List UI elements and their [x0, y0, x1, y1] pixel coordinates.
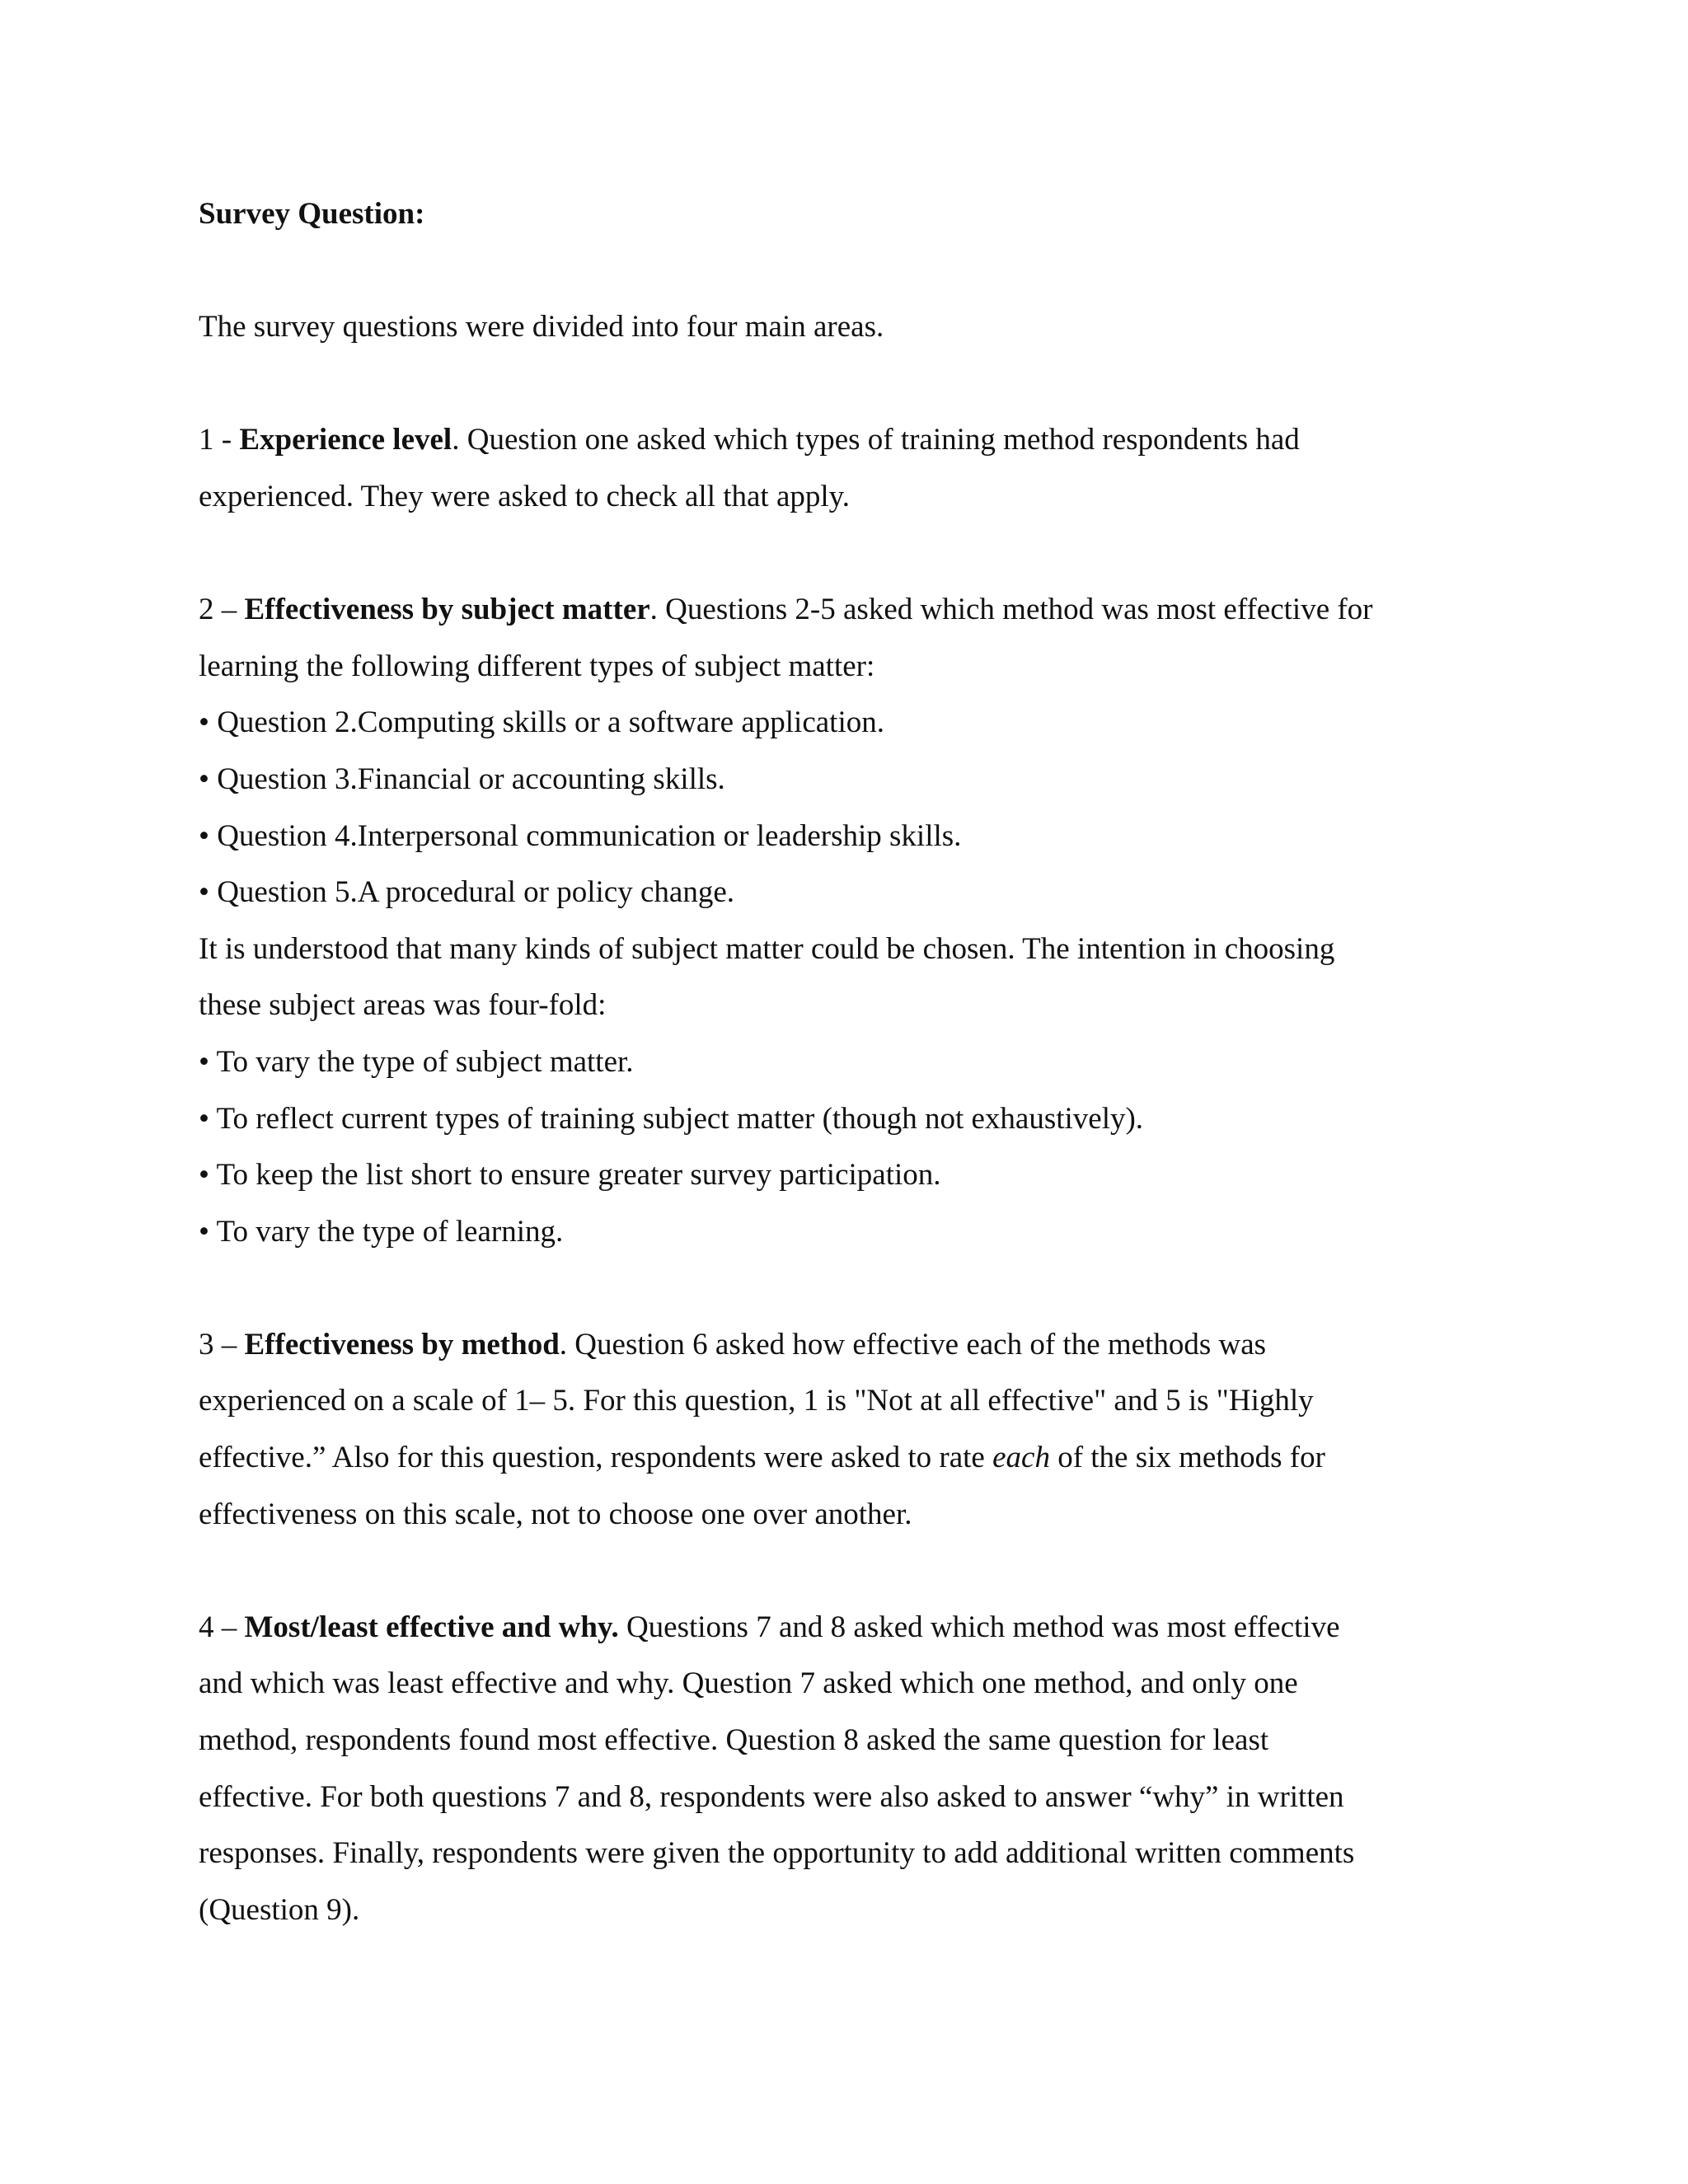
- section-4-line-5: responses. Finally, respondents were given the opportunity to add additional written comments: [199, 1836, 1355, 1871]
- list-item-question-2: • Question 2.Computing skills or a software application.: [199, 705, 884, 740]
- emphasis-each: each: [992, 1441, 1050, 1475]
- section-4-line-2: and which was least effective and why. Question 7 asked which one method, and only one: [199, 1666, 1298, 1701]
- section-4: [199, 1600, 1501, 1939]
- section-4-line-3: method, respondents found most effective. Question 8 asked the same question for least: [199, 1723, 1269, 1758]
- section-4-line-4: effective. For both questions 7 and 8, respondents were also asked to answer “why” in written: [199, 1779, 1344, 1814]
- section-1-line-2: experienced. They were asked to check all that apply.: [199, 479, 851, 513]
- section-2-number: 2 –: [199, 593, 245, 627]
- section-4-title: Most/least effective and why.: [244, 1610, 619, 1644]
- section-2-paragraph-line-1: It is understood that many kinds of subject matter could be chosen. The intention in choosing: [199, 931, 1335, 966]
- section-2-paragraph-line-2: these subject areas was four-fold:: [199, 988, 607, 1023]
- list-item-purpose-1: • To vary the type of subject matter.: [199, 1044, 634, 1079]
- intro-paragraph: The survey questions were divided into four main areas.: [199, 310, 884, 344]
- section-1-title: Experience level: [239, 423, 452, 457]
- section-4-line-1: [199, 1600, 1501, 1657]
- section-2-line-1: [199, 582, 1501, 639]
- section-4-number: 4 –: [199, 1610, 245, 1644]
- section-1-line-1: [199, 412, 1501, 469]
- section-1-number: 1 -: [199, 423, 240, 457]
- list-item-question-5: • Question 5.A procedural or policy change.: [199, 875, 734, 910]
- list-item-question-3: • Question 3.Financial or accounting skills.: [199, 762, 725, 796]
- section-3-number: 3 –: [199, 1327, 245, 1361]
- section-3-line-2: experienced on a scale of 1– 5. For this question, 1 is "Not at all effective" and 5 is "Highly: [199, 1384, 1314, 1418]
- list-item-question-4: • Question 4.Interpersonal communication or leadership skills.: [199, 818, 962, 853]
- section-3-line-4: effectiveness on this scale, not to choose one over another.: [199, 1497, 912, 1531]
- list-item-purpose-2: • To reflect current types of training subject matter (though not exhaustively).: [199, 1101, 1144, 1136]
- section-4-line-6: (Question 9).: [199, 1892, 360, 1927]
- spacer: [199, 526, 1501, 583]
- section-3-line-1: [199, 1317, 1501, 1374]
- section-2-title: Effectiveness by subject matter: [244, 593, 650, 627]
- section-3-line-3: [199, 1430, 1501, 1487]
- text-column: [199, 186, 1501, 1938]
- section-3-title: Effectiveness by method: [244, 1327, 560, 1361]
- list-item-purpose-3: • To keep the list short to ensure greater survey participation.: [199, 1158, 941, 1193]
- section-3-line-3-start: effective.” Also for this question, respondents were asked to rate: [199, 1441, 993, 1475]
- spacer: [199, 1260, 1501, 1317]
- section-3-line-3-end: of the six methods for: [1049, 1441, 1325, 1475]
- page-heading: Survey Question:: [199, 197, 425, 231]
- list-item-purpose-4: • To vary the type of learning.: [199, 1214, 564, 1249]
- section-3: [199, 1317, 1501, 1543]
- section-3-text: . Question 6 asked how effective each of the methods was: [559, 1327, 1267, 1361]
- section-2-line-2: learning the following different types of subject matter:: [199, 649, 875, 683]
- section-4-text: Questions 7 and 8 asked which method was most effective: [618, 1610, 1340, 1644]
- spacer: [199, 356, 1501, 413]
- section-2: [199, 582, 1501, 1260]
- section-1-text: . Question one asked which types of training method respondents had: [452, 423, 1300, 457]
- section-1: [199, 412, 1501, 525]
- section-2-text: . Questions 2-5 asked which method was most effective for: [649, 593, 1373, 627]
- spacer: [199, 1543, 1501, 1600]
- spacer: [199, 243, 1501, 300]
